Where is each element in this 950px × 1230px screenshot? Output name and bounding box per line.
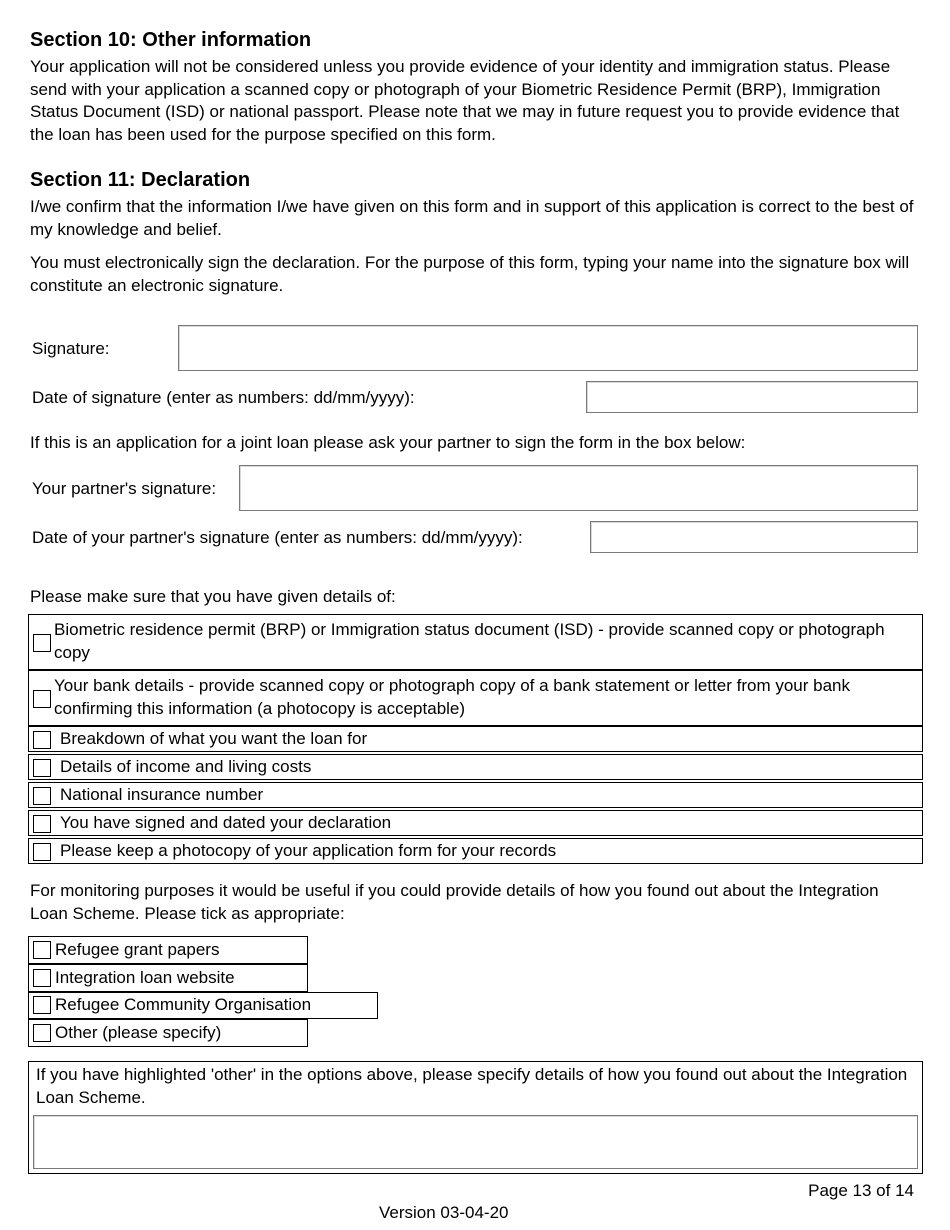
checklist-item-income xyxy=(28,754,923,780)
joint-loan-note: If this is an application for a joint loan please ask your partner to sign the form in the box below: xyxy=(30,433,746,452)
signature-date-input[interactable] xyxy=(587,382,917,412)
option-label: Refugee grant papers xyxy=(55,940,220,959)
checkbox[interactable] xyxy=(33,1024,51,1042)
signature-date-field xyxy=(586,381,918,413)
checklist-item-label: Details of income and living costs xyxy=(60,757,312,776)
checkbox[interactable] xyxy=(33,996,51,1014)
checklist-item-ni-number xyxy=(28,782,923,808)
option-refugee-grant-papers xyxy=(28,936,308,964)
checkbox[interactable] xyxy=(33,759,51,777)
monitoring-intro: For monitoring purposes it would be useful if you could provide details of how you found out about the Integration Loan Scheme. Please tick as appropriate: xyxy=(30,881,879,923)
checklist-item-signed xyxy=(28,810,923,836)
checklist-item-label: You have signed and dated your declaration xyxy=(60,813,392,832)
option-label: Other (please specify) xyxy=(55,1023,222,1042)
page-number: Page 13 of 14 xyxy=(808,1181,914,1200)
checkbox[interactable] xyxy=(33,843,51,861)
checkbox[interactable] xyxy=(33,634,51,652)
option-label: Refugee Community Organisation xyxy=(55,995,312,1014)
checklist-item-label: Please keep a photocopy of your application form for your records xyxy=(60,841,557,860)
signature-input[interactable] xyxy=(179,326,917,370)
checklist-item-label: Biometric residence permit (BRP) or Immigration status document (ISD) - provide scanned copy or photograph copy xyxy=(54,620,885,662)
option-label: Integration loan website xyxy=(55,968,235,987)
other-details-prompt: If you have highlighted 'other' in the options above, please specify details of how you found out about the Integration Loan Scheme. xyxy=(36,1065,908,1107)
partner-signature-field xyxy=(239,465,918,511)
partner-signature-label: Your partner's signature: xyxy=(32,479,217,498)
checkbox[interactable] xyxy=(33,815,51,833)
checklist-item-label: National insurance number xyxy=(60,785,264,804)
checkbox[interactable] xyxy=(33,969,51,987)
other-details-field xyxy=(33,1115,918,1169)
checkbox[interactable] xyxy=(33,731,51,749)
partner-signature-input[interactable] xyxy=(240,466,917,510)
option-refugee-community-organisation xyxy=(28,992,378,1019)
checklist-item-label: Breakdown of what you want the loan for xyxy=(60,729,368,748)
checkbox[interactable] xyxy=(33,787,51,805)
checklist-item-label: Your bank details - provide scanned copy or photograph copy of a bank statement or letter from your bank confirming this information (a photocopy is acceptable) xyxy=(54,676,851,718)
other-details-panel xyxy=(28,1061,923,1174)
checklist-item-photocopy xyxy=(28,838,923,864)
option-integration-loan-website xyxy=(28,964,308,992)
section-10-body: Your application will not be considered unless you provide evidence of your identity and immigration status. Please send with your application a scanned copy or photograph of your Biometric Residence Permit (BRP), Immigration Status Document (ISD) or national passport. Please note that we may in future request you to provide evidence that the loan has been used for the purpose specified on this form. xyxy=(30,57,900,144)
checklist-item-loan-breakdown xyxy=(28,726,923,752)
version-label: Version 03-04-20 xyxy=(379,1203,509,1222)
signature-field xyxy=(178,325,918,371)
electronic-signature-note: You must electronically sign the declaration. For the purpose of this form, typing your name into the signature box will constitute an electronic signature. xyxy=(30,253,910,295)
section-10-heading: Section 10: Other information xyxy=(30,29,312,51)
partner-date-label: Date of your partner's signature (enter as numbers: dd/mm/yyyy): xyxy=(32,528,523,547)
checkbox[interactable] xyxy=(33,941,51,959)
section-11-heading: Section 11: Declaration xyxy=(30,169,251,191)
signature-date-label: Date of signature (enter as numbers: dd/mm/yyyy): xyxy=(32,388,415,407)
option-other xyxy=(28,1019,308,1047)
partner-date-input[interactable] xyxy=(591,522,917,552)
signature-label: Signature: xyxy=(32,339,110,358)
other-details-input[interactable] xyxy=(34,1116,917,1168)
partner-date-field xyxy=(590,521,918,553)
checklist-intro: Please make sure that you have given details of: xyxy=(30,587,396,606)
declaration-text: I/we confirm that the information I/we have given on this form and in support of this application is correct to the best of my knowledge and belief. xyxy=(30,197,914,239)
checklist-item-bank-details xyxy=(28,670,923,726)
checklist-item-brp xyxy=(28,614,923,670)
checkbox[interactable] xyxy=(33,690,51,708)
